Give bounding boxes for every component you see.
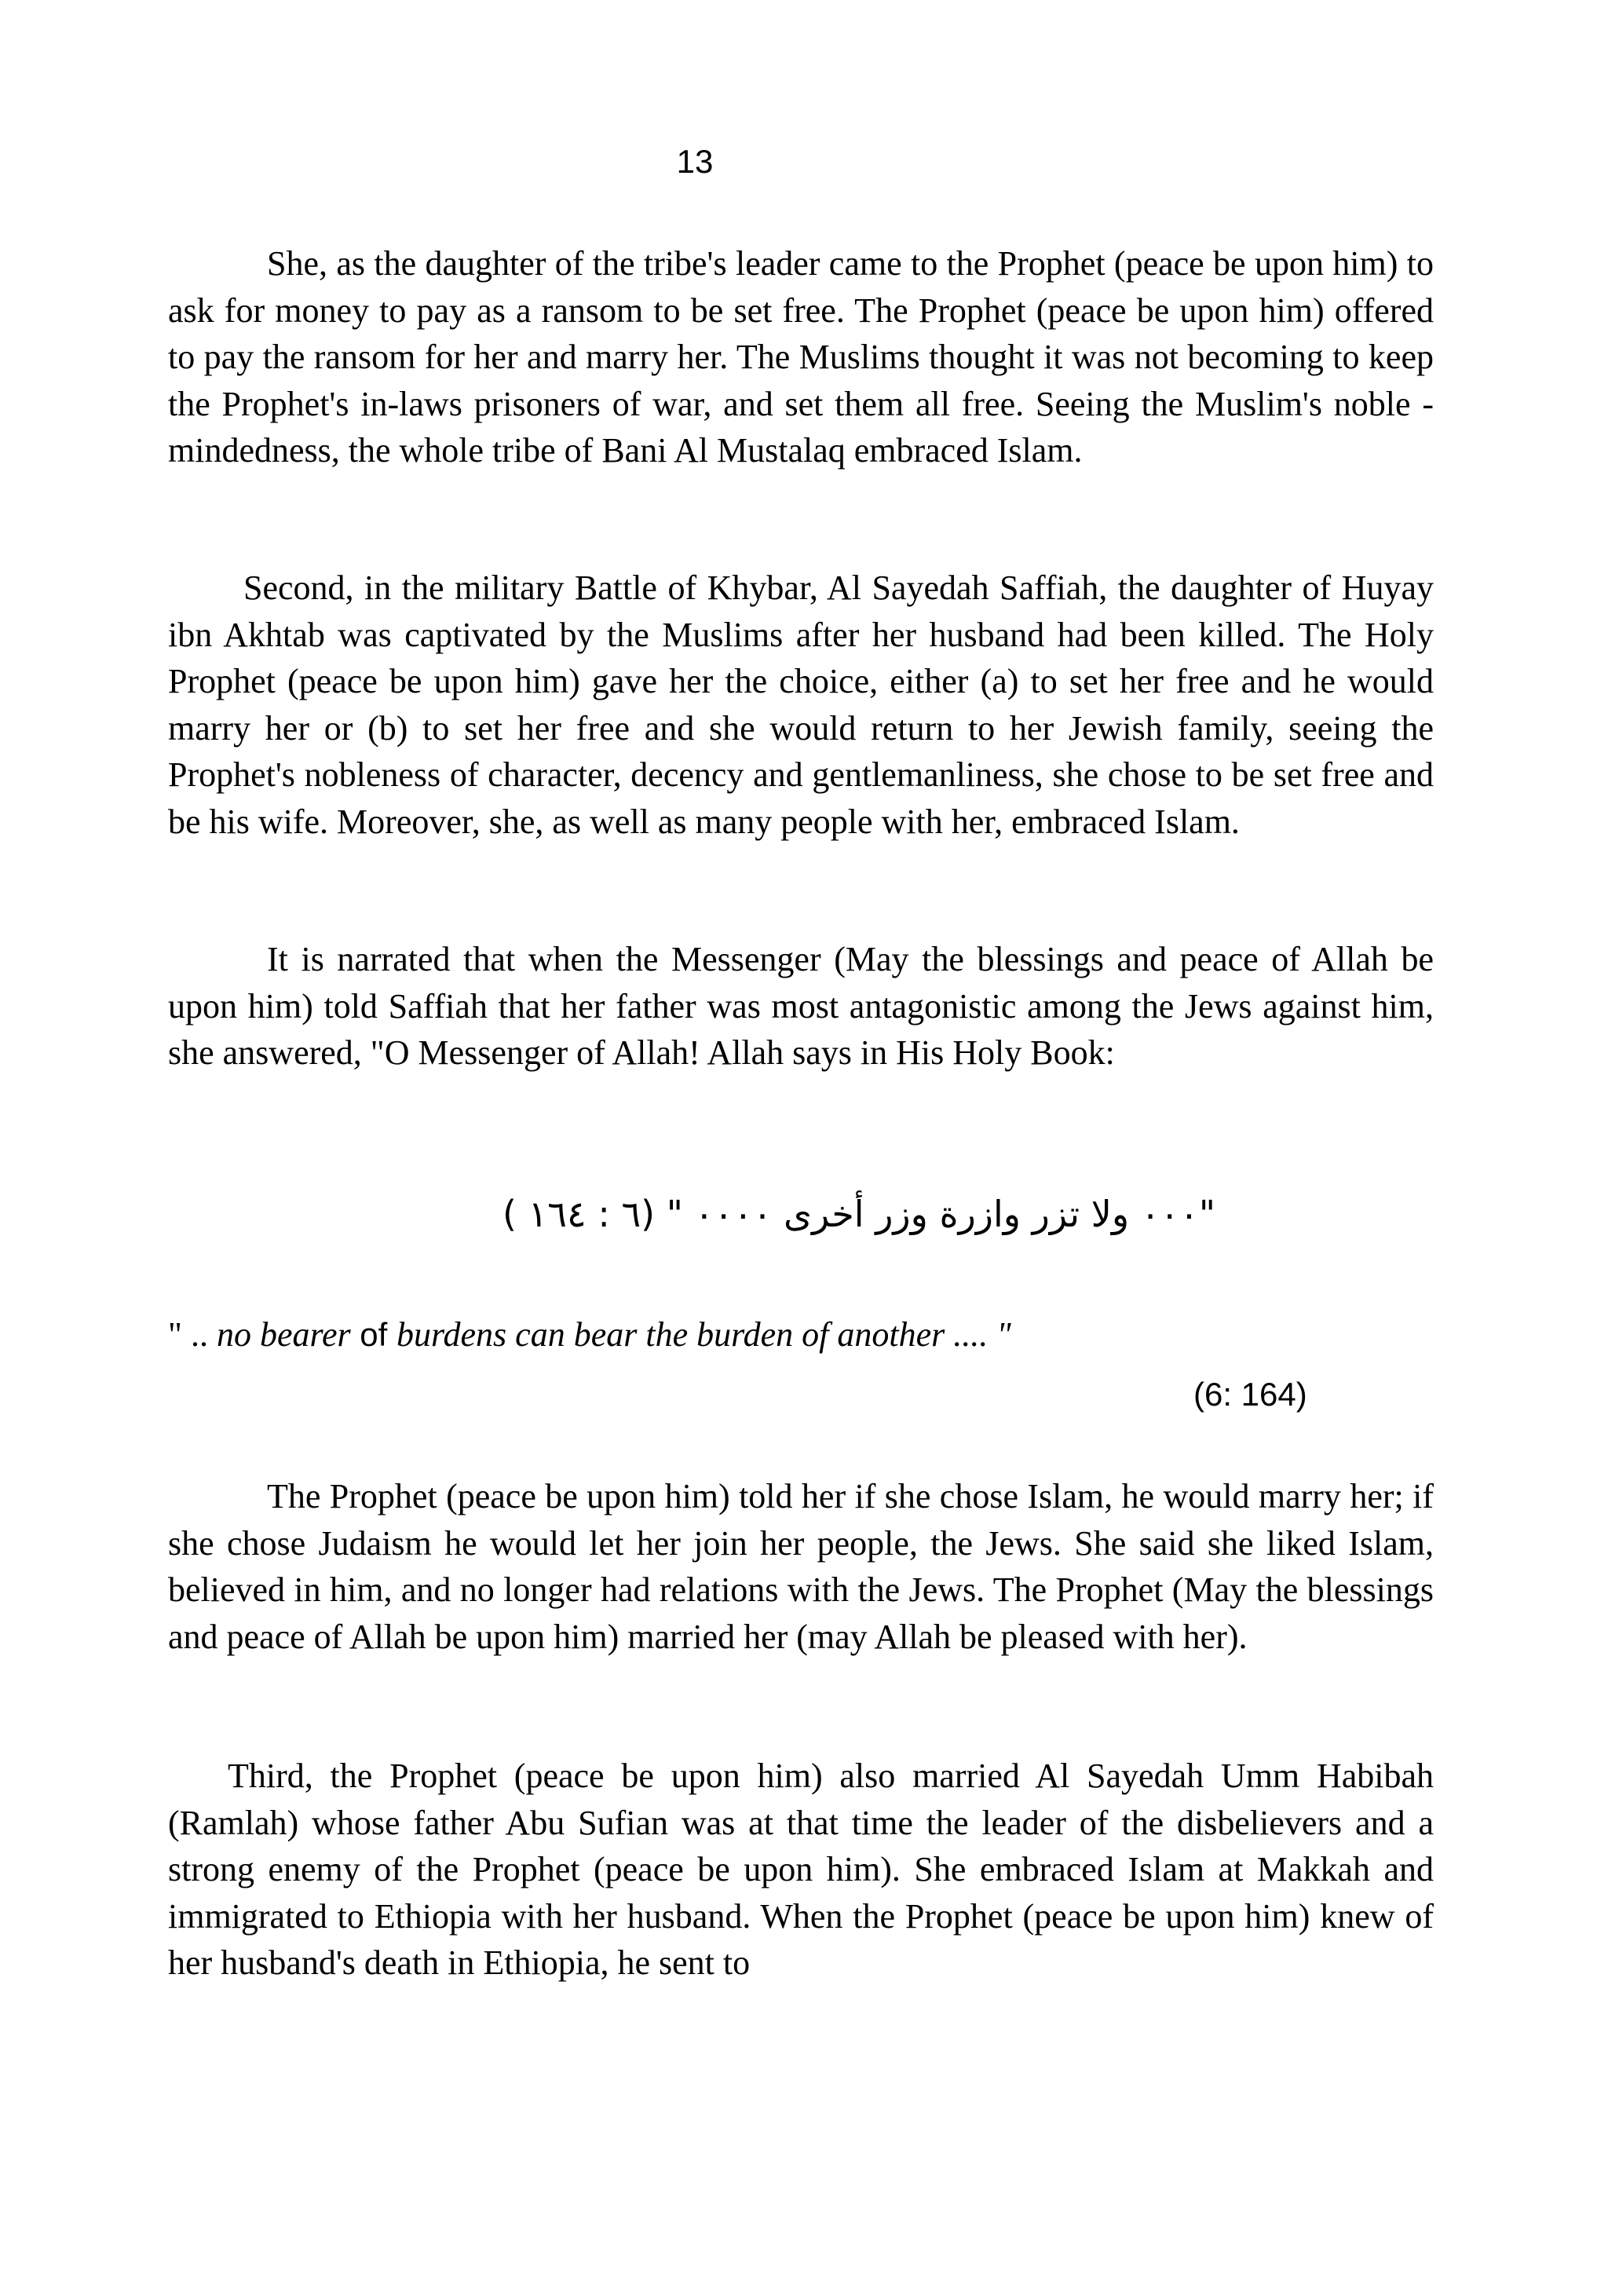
translation-word-of: of <box>350 1316 397 1353</box>
paragraph-ransom: She, as the daughter of the tribe's leader came to the Prophet (peace be upon him) to ask for money to pay as a ransom to be set free. The Prophet (peace be upon him) offered to pay the ransom for her and marry her. The Muslims thought it was not becoming to keep the Prophet's in-laws prisoners of war, and set them all free. Seeing the Muslim's noble -mindedness, the whole tribe of Bani Al Mustalaq embraced Islam. <box>168 244 1434 470</box>
paragraph-khybar: Second, in the military Battle of Khybar, Al Sayedah Saffiah, the daughter of Huyay ibn Akhtab was captivated by the Muslims after her husband had been killed. The Holy Prophet (peace be upon him) gave her the choice, either (a) to set her free and he would marry her or (b) to set her free and she would return to her Jewish family, seeing the Prophet's nobleness of character, decency and gentlemanliness, she chose to be set free and be his wife. Moreover, she, as well as many people with her, embraced Islam. <box>168 569 1434 841</box>
translation-open-quote: " .. <box>168 1315 217 1354</box>
translation-part-1: no bearer <box>216 1315 351 1354</box>
verse-translation <box>168 1313 1011 1357</box>
page-number: 13 <box>676 143 714 180</box>
paragraph-narration: It is narrated that when the Messenger (May the blessings and peace of Allah be upon him) told Saffiah that her father was most antagonistic among the Jews against him, she answered, "O Messenger of Allah! Allah says in His Holy Book: <box>168 940 1434 1072</box>
translation-close-quote: " <box>996 1315 1011 1354</box>
paragraph-marriage: The Prophet (peace be upon him) told her if she chose Islam, he would marry her; if she chose Judaism he would let her join her people, the Jews. She said she liked Islam, believed in him, and no longer had relations with the Jews. The Prophet (May the blessings and peace of Allah be upon him) married her (may Allah be pleased with her). <box>168 1477 1434 1656</box>
paragraph-umm-habibah: Third, the Prophet (peace be upon him) also married Al Sayedah Umm Habibah (Ramlah) whose father Abu Sufian was at that time the leader of the disbelievers and a strong enemy of the Prophet (peace be upon him). She embraced Islam at Makkah and immigrated to Ethiopia with her husband. When the Prophet (peace be upon him) knew of her husband's death in Ethiopia, he sent to <box>168 1757 1434 1982</box>
translation-part-2: burdens can bear the burden of another .... <box>397 1315 997 1354</box>
verse-reference: (6: 164) <box>1193 1376 1307 1413</box>
arabic-verse: "٠٠٠ ولا تزر وازرة وزر أخرى ٠٠٠٠ " (٦ : ١٦٤ ) <box>502 1193 1215 1235</box>
